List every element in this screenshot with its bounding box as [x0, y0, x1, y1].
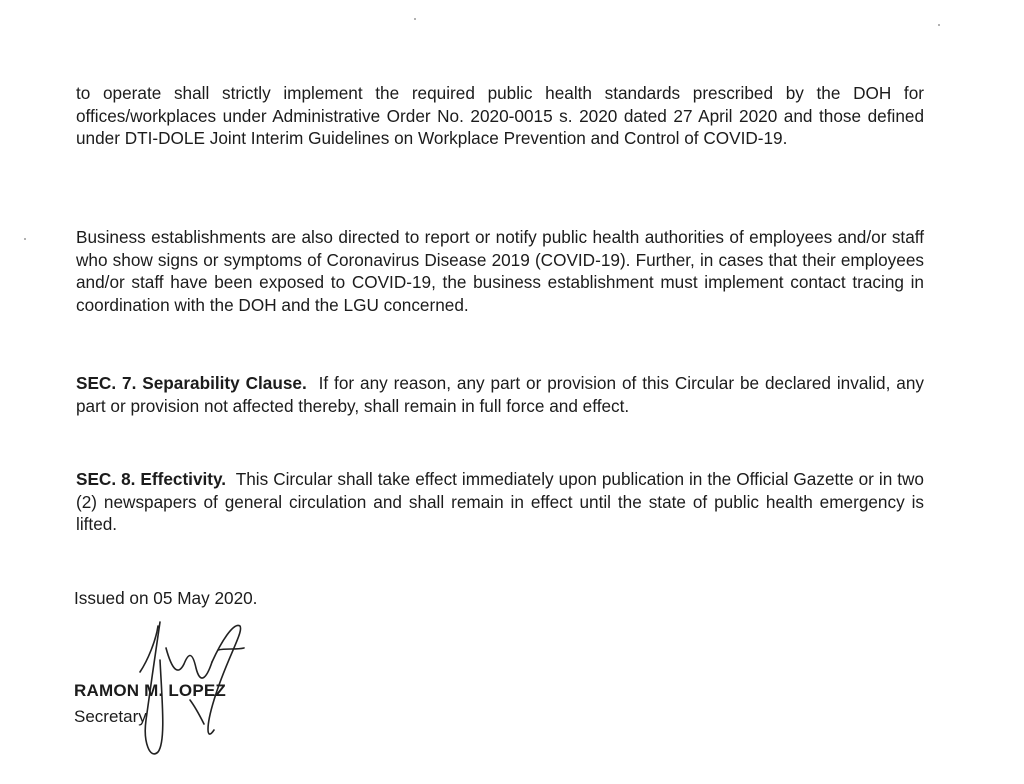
signatory-title: Secretary [74, 707, 147, 726]
section-body: This Circular shall take effect immediately upon publication in the Official Gazette or in two (2) newspapers of general circulation and shall remain in effect until the state of public health emergency is lifted. [76, 469, 924, 535]
section-separability [76, 372, 924, 417]
section-heading: SEC. 7. Separability Clause. [76, 373, 307, 393]
issued-date: Issued on 05 May 2020. [74, 588, 258, 608]
scan-speck [938, 24, 940, 26]
paragraph-health-standards: to operate shall strictly implement the required public health standards prescribed by the DOH for offices/workplaces under Administrative Order No. 2020-0015 s. 2020 dated 27 April 2020 and those defined under DTI-DOLE Joint Interim Guidelines on Workplace Prevention and Control of COVID-19. [76, 83, 924, 149]
signatory-name: RAMON M. LOPEZ [74, 681, 227, 700]
section-heading: SEC. 8. Effectivity. [76, 469, 227, 489]
paragraph-reporting: Business establishments are also directed to report or notify public health authorities of employees and/or staff who show signs or symptoms of Coronavirus Disease 2019 (COVID-19). Further, in cases that their employees and/or staff have been exposed to COVID-19, the business establishment must implement contact tracing in coordination with the DOH and the LGU concerned. [76, 227, 924, 315]
scan-speck [414, 18, 416, 20]
scan-speck [24, 238, 26, 240]
section-body: If for any reason, any part or provision of this Circular be declared invalid, any part or provision not affected thereby, shall remain in full force and effect. [76, 373, 924, 416]
section-effectivity [76, 468, 924, 536]
